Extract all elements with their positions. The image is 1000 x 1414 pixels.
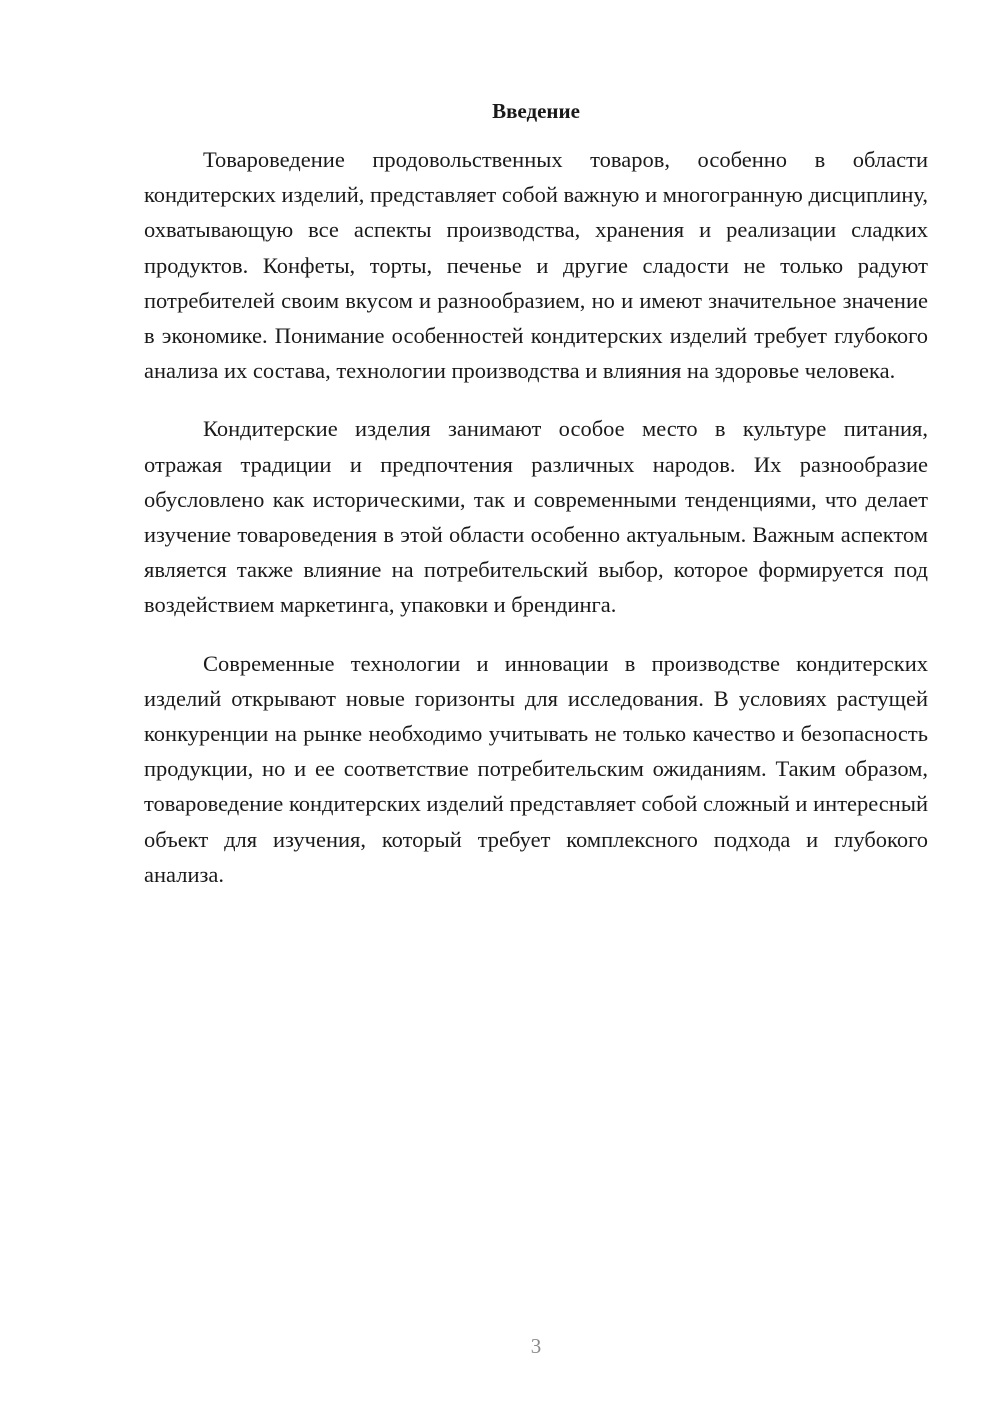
paragraph-2: Кондитерские изделия занимают особое место в культуре питания, отражая традиции и предпочтения различных народов. Их разнообразие обусловлено как историческими, так и современными тенденциями, что делает изучение товароведения в этой области особенно актуальным. Важным аспектом является также влияние на потребительский выбор, которое формируется под воздействием маркетинга, упаковки и брендинга. <box>144 416 928 618</box>
paragraph-1: Товароведение продовольственных товаров, особенно в области кондитерских изделий, представляет собой важную и многогранную дисциплину, охватывающую все аспекты производства, хранения и реализации сладких продуктов. Конфеты, торты, печенье и другие сладости не только радуют потребителей своим вкусом и разнообразием, но и имеют значительное значение в экономике. Понимание особенностей кондитерских изделий требует глубокого анализа их состава, технологии производства и влияния на здоровье человека. <box>144 147 928 384</box>
section-title: Введение <box>492 99 580 123</box>
page-number: 3 <box>530 1334 542 1358</box>
body-text <box>144 142 928 915</box>
paragraph-3: Современные технологии и инновации в производстве кондитерских изделий открывают новые горизонты для исследования. В условиях растущей конкуренции на рынке необходимо учитывать не только качество и безопасность продукции, но и ее соответствие потребительским ожиданиям. Таким образом, товароведение кондитерских изделий представляет собой сложный и интересный объект для изучения, который требует комплексного подхода и глубокого анализа. <box>144 650 928 887</box>
